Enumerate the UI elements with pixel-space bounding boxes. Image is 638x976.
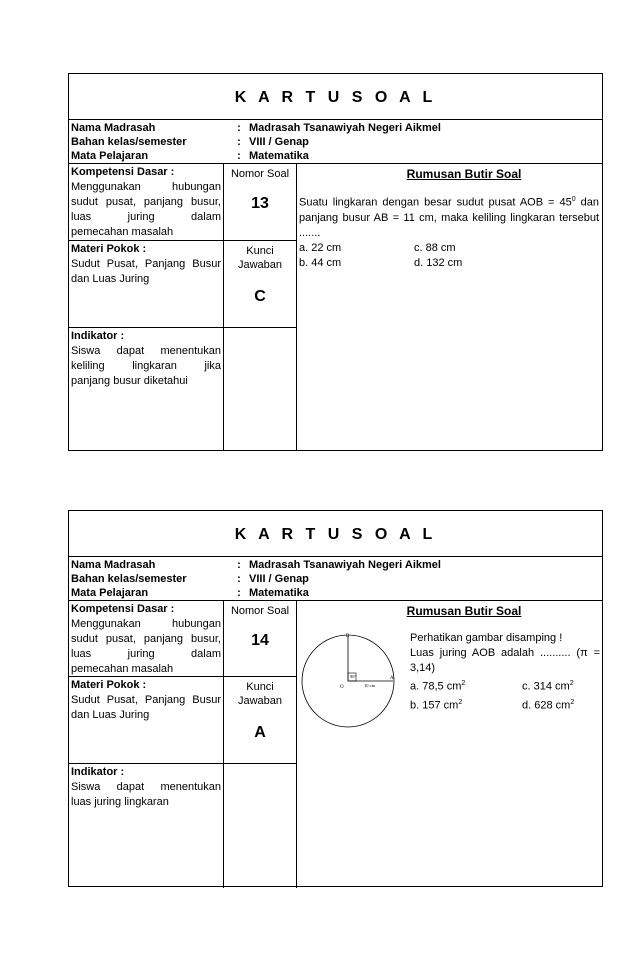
card-title: K A R T U S O A L	[69, 511, 602, 557]
indikator-header: Indikator :	[71, 766, 125, 778]
kompetensi-line: sudut pusat, panjang busur,	[71, 196, 221, 208]
info-row-kelas: Bahan kelas/semester : VIII / Genap	[71, 136, 309, 148]
nomor-header: Nomor Soal	[230, 168, 290, 180]
kompetensi-line: pemecahan masalah	[71, 663, 174, 675]
indikator-cell	[71, 329, 221, 389]
option-b: b. 44 cm	[299, 256, 342, 269]
label-a: A	[390, 676, 394, 681]
option-b: b. 157 $cm^2$	[410, 698, 463, 712]
option-a: a. 78,5 $cm^2$	[410, 680, 466, 693]
divider	[296, 601, 297, 888]
divider	[69, 240, 297, 241]
kunci-label: Jawaban	[237, 695, 283, 707]
option-d: d. 628 $cm^2$	[522, 698, 575, 712]
divider	[296, 164, 297, 451]
indikator-line: Siswa dapat menentukan	[71, 781, 221, 793]
question-line: Perhatikan gambar disamping !	[410, 632, 563, 644]
nomor-cell	[224, 167, 296, 211]
materi-text: Sudut Pusat, Panjang Busur dan Luas Juring	[71, 258, 221, 285]
rumusan-cell	[299, 604, 599, 619]
info-row-mapel: Mata Pelajaran : Matematika	[71, 587, 309, 599]
rumusan-header: Rumusan Butir Soal	[406, 167, 522, 181]
materi-header: Materi Pokok :	[71, 243, 147, 255]
kunci-label: Kunci	[246, 681, 274, 693]
kunci-jawaban: C	[254, 288, 266, 305]
nomor-soal: 13	[251, 195, 269, 212]
card-body	[69, 164, 602, 451]
kompetensi-cell	[71, 602, 221, 677]
info-row-kelas: Bahan kelas/semester : VIII / Genap	[71, 573, 309, 585]
indikator-line: Siswa dapat menentukan	[71, 345, 221, 357]
card-info	[69, 557, 602, 601]
divider	[69, 763, 297, 764]
materi-text: Sudut Pusat, Panjang Busur dan Luas Juring	[71, 694, 221, 721]
kunci-cell	[224, 244, 296, 304]
indikator-cell	[71, 765, 221, 810]
kompetensi-header: Kompetensi Dasar :	[71, 603, 175, 615]
kompetensi-header: Kompetensi Dasar :	[71, 166, 175, 178]
card-title: K A R T U S O A L	[69, 74, 602, 120]
info-row-madrasah: Nama Madrasah : Madrasah Tsanawiyah Negeri Aikmel	[71, 559, 441, 571]
kompetensi-line: Menggunakan hubungan	[71, 618, 221, 630]
divider	[69, 327, 297, 328]
info-row-madrasah: Nama Madrasah : Madrasah Tsanawiyah Negeri Aikmel	[71, 122, 441, 134]
materi-cell	[71, 678, 221, 723]
materi-header: Materi Pokok :	[71, 679, 147, 691]
kunci-label: Kunci	[246, 245, 274, 257]
indikator-line: panjang busur diketahui	[71, 375, 188, 387]
kompetensi-line: Menggunakan hubungan	[71, 181, 221, 193]
info-row-mapel: Mata Pelajaran : Matematika	[71, 150, 309, 162]
indikator-header: Indikator :	[71, 330, 125, 342]
kunci-cell	[224, 680, 296, 740]
card-body	[69, 601, 602, 888]
option-c: c. 314 $cm^2$	[522, 680, 574, 693]
label-radius: 10 cm	[364, 683, 376, 688]
label-b: B	[346, 634, 350, 639]
option-c: c. 88 cm	[414, 241, 456, 254]
kompetensi-line: pemecahan masalah	[71, 226, 174, 238]
kompetensi-line: luas juring dalam	[71, 648, 221, 660]
materi-cell	[71, 242, 221, 287]
option-a: a. 22 cm	[299, 241, 342, 254]
options	[410, 676, 600, 713]
label-o: O	[340, 685, 344, 690]
nomor-header: Nomor Soal	[230, 605, 290, 617]
kunci-label: Jawaban	[237, 259, 283, 271]
indikator-line: keliling lingkaran jika	[71, 360, 221, 372]
question-text: Suatu lingkaran dengan besar sudut pusat AOB = $45^0$ dan panjang busur AB = 11 cm, maka keliling lingkaran tersebut .......	[299, 196, 599, 239]
nomor-cell	[224, 604, 296, 648]
options	[299, 241, 599, 271]
rumusan-header: Rumusan Butir Soal	[406, 604, 522, 618]
question-block	[410, 631, 600, 713]
question-line: 3,14)	[410, 662, 436, 674]
nomor-soal: 14	[251, 632, 269, 649]
question-line: Luas juring AOB adalah .......... (π =	[410, 647, 600, 659]
kompetensi-cell	[71, 165, 221, 240]
circle-figure	[301, 629, 395, 731]
question-card-14	[68, 510, 603, 887]
rumusan-cell	[299, 167, 599, 271]
card-info	[69, 120, 602, 164]
indikator-line: luas juring lingkaran	[71, 796, 169, 808]
kunci-jawaban: A	[254, 724, 266, 741]
label-angle: 90°	[350, 674, 357, 679]
question-card-13	[68, 73, 603, 451]
kompetensi-line: sudut pusat, panjang busur,	[71, 633, 221, 645]
option-d: d. 132 cm	[414, 256, 463, 269]
kompetensi-line: luas juring dalam	[71, 211, 221, 223]
